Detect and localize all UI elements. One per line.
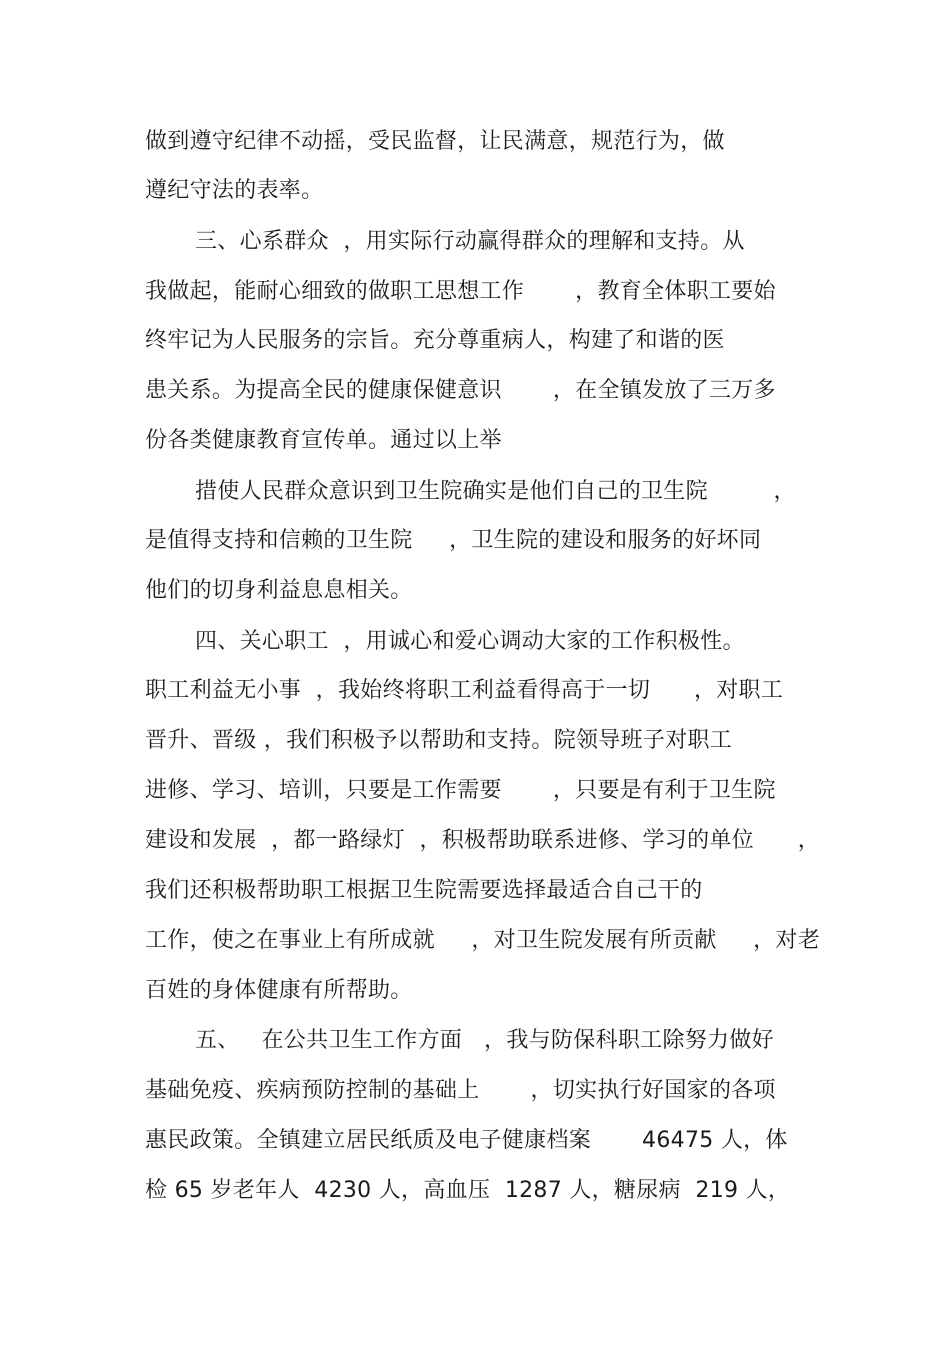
text-line: 我做起，能耐心细致的做职工思想工作 ，教育全体职工要始: [145, 279, 776, 304]
text-line: 我们还积极帮助职工根据卫生院需要选择最适合自己干的: [145, 878, 703, 903]
text-line: 三、心系群众 ，用实际行动赢得群众的理解和支持。从: [195, 229, 745, 254]
text-line: 遵纪守法的表率。: [145, 178, 324, 203]
text-line: 做到遵守纪律不动摇，受民监督，让民满意，规范行为，做: [145, 129, 725, 154]
text-line: 是值得支持和信赖的卫生院 ，卫生院的建设和服务的好坏同: [145, 528, 762, 553]
text-line: 他们的切身利益息息相关。: [145, 578, 413, 603]
text-line: 份各类健康教育宣传单。通过以上举: [145, 428, 502, 453]
text-line: 措使人民群众意识到卫生院确实是他们自己的卫生院 ，: [195, 479, 796, 504]
text-line: 五、 在公共卫生工作方面 ，我与防保科职工除努力做好: [195, 1028, 774, 1053]
text-line: 晋升、晋级 ，我们积极予以帮助和支持。院领导班子对职工: [145, 728, 733, 753]
text-line: 四、关心职工 ，用诚心和爱心调动大家的工作积极性。: [195, 629, 745, 654]
text-line: 基础免疫、疾病预防控制的基础上 ，切实执行好国家的各项: [145, 1078, 776, 1103]
text-line: 百姓的身体健康有所帮助。: [145, 978, 413, 1003]
text-line: 建设和发展 ，都一路绿灯 ，积极帮助联系进修、学习的单位 ，: [145, 828, 821, 853]
text-line: 职工利益无小事 ，我始终将职工利益看得高于一切 ，对职工: [145, 678, 784, 703]
text-line: 工作，使之在事业上有所成就 ，对卫生院发展有所贡献 ，对老: [145, 928, 821, 953]
text-line: 惠民政策。全镇建立居民纸质及电子健康档案 46475 人，体: [145, 1128, 788, 1153]
text-line: 患关系。为提高全民的健康保健意识 ，在全镇发放了三万多: [145, 378, 776, 403]
text-line: 进修、学习、培训，只要是工作需要 ，只要是有利于卫生院: [145, 778, 776, 803]
text-line: 检 65 岁老年人 4230 人，高血压 1287 人，糖尿病 219 人，: [145, 1178, 791, 1203]
text-line: 终牢记为人民服务的宗旨。充分尊重病人，构建了和谐的医: [145, 328, 725, 353]
